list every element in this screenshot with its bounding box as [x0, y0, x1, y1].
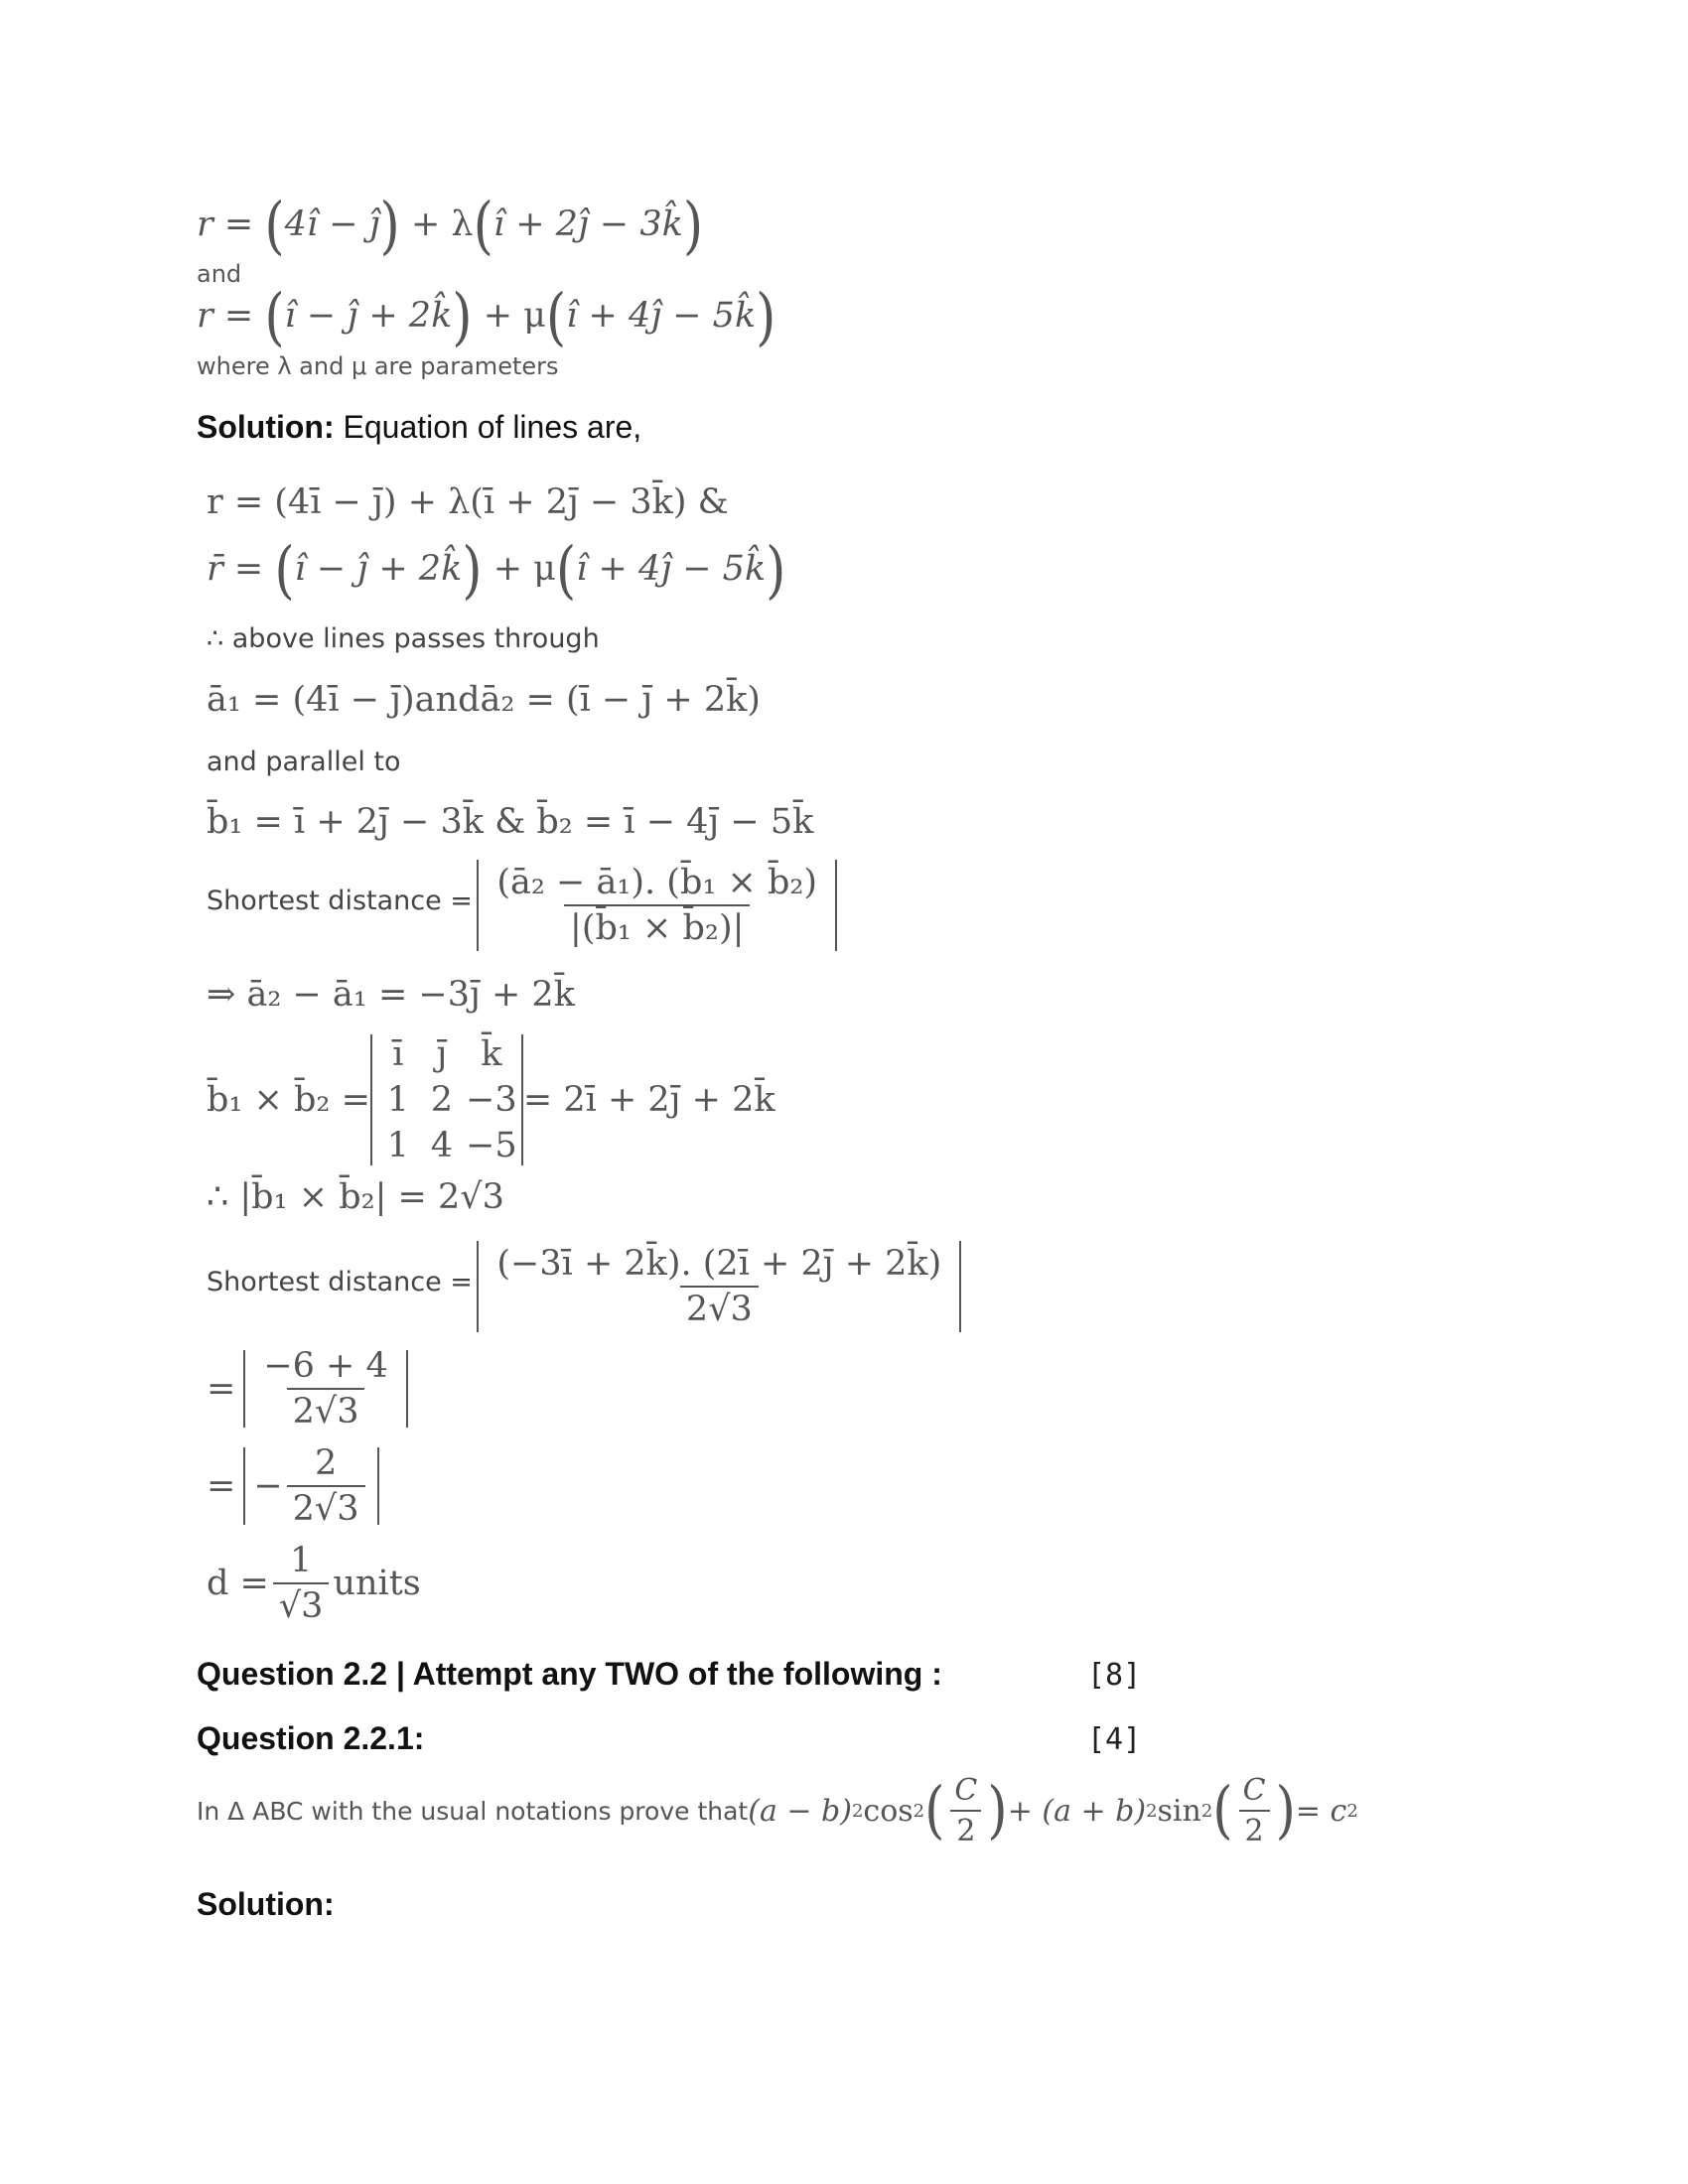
parameters-note: where λ and μ are parameters [197, 352, 559, 380]
question-line-1: r = (4î − ĵ) + λ(î + 2ĵ − 3k̂) [197, 191, 704, 262]
question-2-2-1-marks: [4] [1087, 1722, 1142, 1757]
final-answer: d = $\frac{1}{√3}$ units [207, 1541, 421, 1626]
fraction: $\frac{\text{(ā₂ − ā₁). (b̄₁ × b̄₂)}}{\text{|(b̄₁ × b̄₂)|}}$ [496, 863, 818, 948]
determinant-cell: j̄ [436, 1034, 448, 1074]
fraction: $\frac{C}{2}$ [948, 1773, 983, 1848]
solution-intro: Solution: Equation of lines are, [197, 409, 642, 445]
difference-equation: ⇒ ā₂ − ā₁ = −3j̄ + 2k̄ [207, 975, 575, 1015]
determinant-cell: 4 [430, 1126, 454, 1165]
abs-value-bars [477, 860, 837, 951]
magnitude-equation: ∴ |b̄₁ × b̄₂| = 2√3 [207, 1177, 504, 1217]
step-1: = $\frac{-6 + 4}{2√3}$ [207, 1350, 408, 1428]
line-equation-2: r̄ = (î − ĵ + 2k̂) + μ(î + 4ĵ − 5k̂) [207, 535, 786, 607]
determinant-cell: 1 [386, 1126, 410, 1165]
determinant-cell: −3 [466, 1080, 517, 1120]
abs-value-bars [243, 1346, 407, 1432]
abs-value-bars [477, 1241, 961, 1332]
determinant-matrix [370, 1034, 523, 1165]
fraction: $\frac{(-3ī + 2k̄). (2ī + 2j̄ + 2k̄)}{2√3}$ [496, 1244, 942, 1329]
determinant-cell: k̄ [481, 1034, 502, 1074]
direction-vectors: b̄₁ = ī + 2j̄ − 3k̄ & b̄₂ = ī − 4j̄ − 5k̄ [207, 802, 814, 842]
solution-label-2: Solution: [197, 1886, 335, 1922]
abs-value-bars: − $\frac{2}{2√3}$ [243, 1447, 378, 1525]
fraction: $\frac{-6 + 4}{2√3}$ [263, 1346, 388, 1432]
fraction: $\frac{C}{2}$ [1237, 1773, 1272, 1848]
fraction: $\frac{1}{√3}$ [273, 1541, 330, 1626]
shortest-distance-formula: Shortest distance = $\frac{\text{(ā₂ − ā₁). (b̄₁ × b̄₂)}}{\text{|(b̄₁ × b̄₂)|}}$ [207, 860, 837, 951]
determinant-cell: ī [392, 1034, 404, 1074]
question-2-2-heading: Question 2.2 | Attempt any TWO of the following : [197, 1656, 942, 1692]
and-text: and [197, 260, 242, 288]
question-line-2: r = (î − ĵ + 2k̂) + μ(î + 4ĵ − 5k̂) [197, 282, 776, 353]
parallel-to-text: and parallel to [207, 747, 401, 777]
determinant-cell: 1 [386, 1080, 410, 1120]
step-2: = − $\frac{2}{2√3}$ [207, 1447, 379, 1525]
line-equation-1: r = (4ī − j̄) + λ(ī + 2j̄ − 3k̄) & [207, 482, 729, 522]
points-equation: ā₁ = (4ī − j̄)andā₂ = (ī − j̄ + 2k̄) [207, 680, 761, 720]
determinant-cell: 2 [430, 1080, 454, 1120]
question-2-2-1-heading: Question 2.2.1: [197, 1720, 425, 1756]
shortest-distance-substituted: Shortest distance = $\frac{(-3ī + 2k̄). (2ī + 2j̄ + 2k̄)}{2√3}$ [207, 1241, 961, 1332]
solution-label: Solution: [197, 409, 335, 445]
question-statement: In Δ ABC with the usual notations prove that (a − b) 2 cos 2 ( $\frac{C}{2}$ ) + (a + b) 2 sin 2 ( $\frac{C}{2}$ ) = c 2 [197, 1773, 1358, 1848]
passes-through-text: ∴ above lines passes through [207, 623, 600, 654]
cross-product: b̄₁ × b̄₂ = ī j̄ k̄ 1 2 −3 1 4 −5 = 2ī + 2j̄ + 2k̄ [207, 1034, 775, 1165]
fraction: $\frac{2}{2√3}$ [287, 1443, 365, 1529]
determinant-cell: −5 [466, 1126, 517, 1165]
question-2-2-marks: [8] [1087, 1658, 1142, 1693]
